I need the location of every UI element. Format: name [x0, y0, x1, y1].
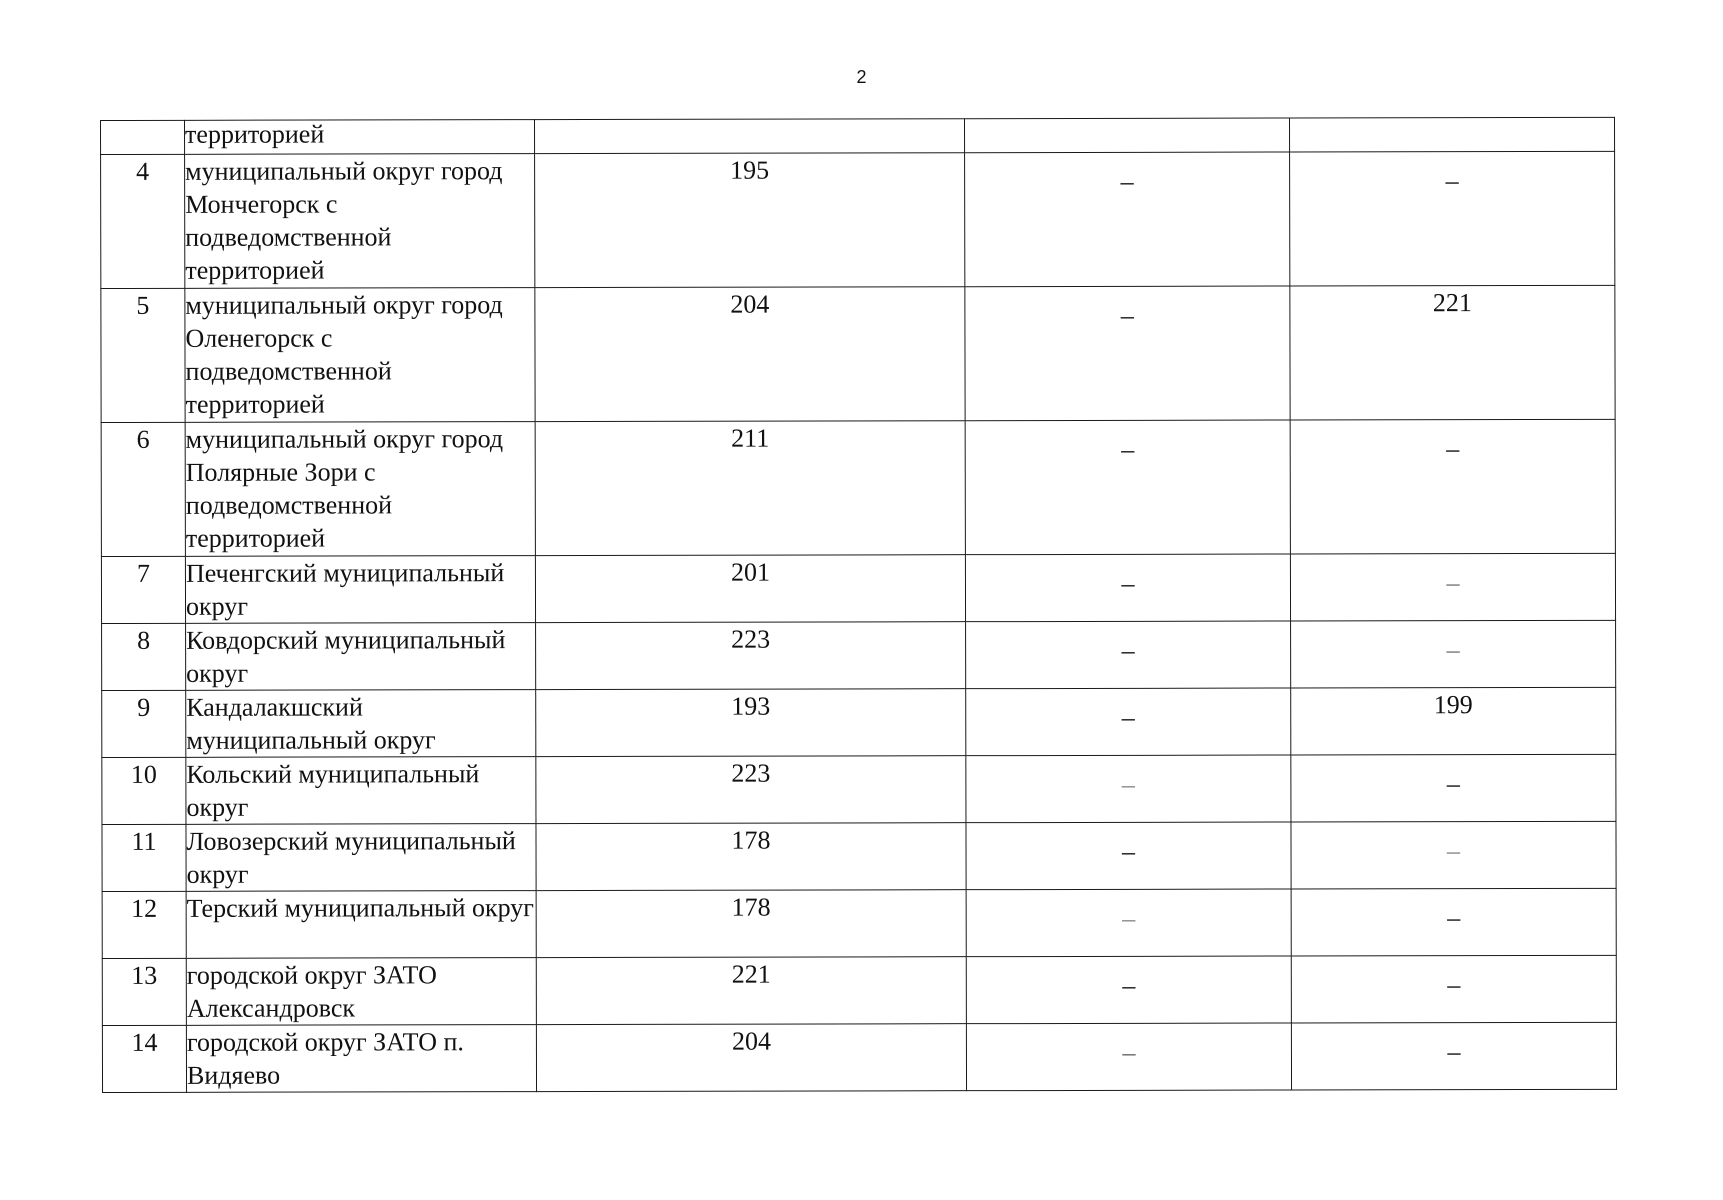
value-2: –: [966, 755, 1291, 823]
table-row: [101, 419, 1615, 556]
value-3: –: [1291, 754, 1616, 822]
municipality-name: муниципальный округ город Мончегорск с подведомственной территорией: [185, 154, 535, 289]
row-number: [101, 120, 185, 154]
value-3: –: [1291, 1022, 1616, 1090]
value-1: 195: [535, 153, 965, 288]
value-1: 223: [536, 622, 966, 690]
municipality-name: территорией: [185, 120, 535, 155]
value-3: –: [1291, 620, 1616, 688]
row-number: 7: [101, 556, 185, 623]
value-2: –: [966, 956, 1291, 1024]
value-1: 221: [536, 957, 966, 1025]
row-number: 4: [101, 154, 185, 288]
value-1: 223: [536, 756, 966, 824]
value-1: 193: [536, 689, 966, 757]
value-2: –: [966, 688, 1291, 756]
value-1: 211: [535, 421, 965, 556]
table-row: [102, 687, 1616, 757]
value-1: 204: [535, 287, 965, 422]
data-table: [100, 117, 1617, 1093]
value-2: –: [966, 1023, 1291, 1091]
value-1: 204: [536, 1024, 966, 1092]
municipality-name: Ловозерский муниципальный округ: [186, 824, 536, 892]
value-3: 221: [1290, 285, 1615, 420]
value-3: –: [1290, 419, 1615, 554]
value-2: [964, 118, 1289, 153]
value-2: –: [965, 420, 1290, 555]
municipality-name: городской округ ЗАТО п. Видяево: [186, 1025, 536, 1093]
value-3: –: [1290, 553, 1615, 621]
value-2: –: [966, 822, 1291, 890]
row-number: 10: [102, 757, 186, 824]
value-2: –: [966, 889, 1291, 957]
value-1: [535, 119, 965, 154]
municipality-name: Кандалакшский муниципальный округ: [186, 690, 536, 758]
row-number: 5: [101, 288, 185, 422]
value-3: [1289, 117, 1614, 152]
row-number: 11: [102, 824, 186, 891]
page-number: 2: [856, 67, 867, 87]
value-3: –: [1291, 955, 1616, 1023]
municipality-name: Кольский муниципальный округ: [186, 757, 536, 825]
value-1: 201: [535, 555, 965, 623]
value-2: –: [966, 621, 1291, 689]
row-number: 14: [102, 1025, 186, 1092]
value-3: –: [1290, 151, 1615, 286]
value-2: –: [965, 286, 1290, 421]
value-1: 178: [536, 890, 966, 958]
value-1: 178: [536, 823, 966, 891]
municipality-name: муниципальный округ город Полярные Зори с подведомственной территорией: [185, 422, 535, 557]
table-row: [102, 955, 1616, 1025]
row-number: 8: [102, 623, 186, 690]
table-row: [101, 285, 1615, 422]
row-number: 13: [102, 958, 186, 1025]
table-row: [101, 553, 1615, 623]
row-number: 9: [102, 690, 186, 757]
table-row: [102, 888, 1616, 958]
row-number: 12: [102, 891, 186, 958]
municipality-name: Печенгский муниципальный округ: [185, 556, 535, 624]
value-3: –: [1291, 888, 1616, 956]
table-row: [102, 754, 1616, 824]
municipality-name: Ковдорский муниципальный округ: [186, 623, 536, 691]
value-3: –: [1291, 821, 1616, 889]
table-row: [101, 151, 1615, 288]
table-row: [102, 821, 1616, 891]
table-row: [102, 1022, 1616, 1092]
row-number: 6: [101, 422, 185, 556]
municipality-name: Терский муниципальный округ: [186, 891, 536, 959]
value-3: 199: [1291, 687, 1616, 755]
value-2: –: [965, 152, 1290, 287]
table-row: [101, 117, 1615, 154]
municipality-name: городской округ ЗАТО Александровск: [186, 958, 536, 1026]
municipality-name: муниципальный округ город Оленегорск с подведомственной территорией: [185, 288, 535, 423]
table-row: [102, 620, 1616, 690]
value-2: –: [965, 554, 1290, 622]
